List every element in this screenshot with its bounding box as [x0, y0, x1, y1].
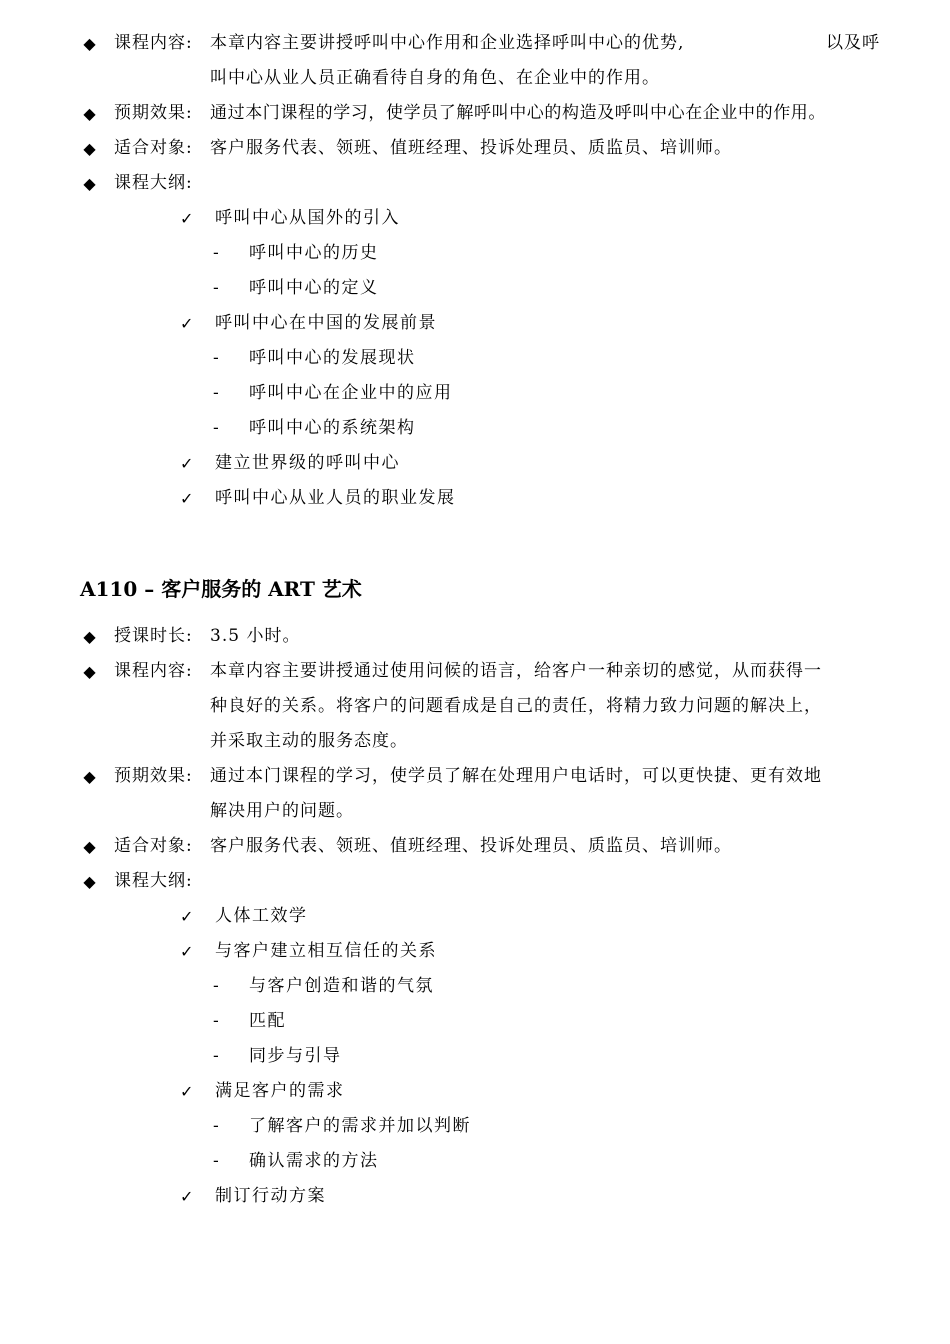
outline-item: ✓ 呼叫中心从国外的引入: [80, 201, 880, 236]
row-content: 客户服务代表、领班、值班经理、投诉处理员、质监员、培训师。: [210, 836, 732, 856]
outline-subitem: - 呼叫中心在企业中的应用: [80, 376, 880, 411]
info-row-duration: [80, 619, 880, 654]
row-content: [210, 654, 880, 759]
row-label: 预期效果:: [114, 103, 193, 123]
check-mark-icon: ✓: [180, 489, 195, 508]
info-row-audience: [80, 131, 880, 166]
outline-item: ✓ 与客户建立相互信任的关系: [80, 934, 880, 969]
info-row-outline: [80, 166, 880, 201]
dash-bullet-icon: -: [213, 243, 221, 263]
dash-bullet-icon: -: [213, 418, 221, 438]
dash-bullet-icon: -: [213, 1116, 221, 1136]
dash-bullet-icon: -: [213, 348, 221, 368]
section-2-info: [80, 619, 880, 1214]
dash-bullet-icon: -: [213, 1151, 221, 1171]
row-label: 授课时长:: [114, 626, 193, 646]
row-label: 适合对象:: [114, 138, 193, 158]
row-label: 课程大纲:: [114, 173, 193, 193]
info-row-effect: [80, 96, 880, 131]
outline-list: [80, 201, 880, 516]
info-row-outline: [80, 864, 880, 899]
content-line: 种良好的关系。将客户的问题看成是自己的责任，将精力致力问题的解决上，: [210, 696, 822, 716]
row-label: 预期效果:: [114, 766, 193, 786]
content-line: 并采取主动的服务态度。: [210, 731, 408, 751]
diamond-bullet-icon: ◆: [83, 872, 97, 891]
diamond-bullet-icon: ◆: [83, 139, 97, 158]
row-content: 3.5 小时。: [210, 626, 301, 646]
outline-item: ✓ 呼叫中心从业人员的职业发展: [80, 481, 880, 516]
diamond-bullet-icon: ◆: [83, 174, 97, 193]
outline-subitem: - 呼叫中心的发展现状: [80, 341, 880, 376]
content-line: 本章内容主要讲授呼叫中心作用和企业选择呼叫中心的优势, 以及呼: [210, 33, 880, 53]
row-content: [210, 759, 880, 829]
outline-subitem: - 呼叫中心的历史: [80, 236, 880, 271]
check-mark-icon: ✓: [180, 907, 195, 926]
info-row-effect: [80, 759, 880, 829]
row-label: 课程内容:: [114, 661, 193, 681]
info-row-content: [80, 26, 880, 96]
outline-subitem: - 呼叫中心的定义: [80, 271, 880, 306]
row-content: 客户服务代表、领班、值班经理、投诉处理员、质监员、培训师。: [210, 138, 732, 158]
dash-bullet-icon: -: [213, 1011, 221, 1031]
check-mark-icon: ✓: [180, 1187, 195, 1206]
row-label: 适合对象:: [114, 836, 193, 856]
outline-item: ✓ 建立世界级的呼叫中心: [80, 446, 880, 481]
outline-item: ✓ 满足客户的需求: [80, 1074, 880, 1109]
info-row-audience: [80, 829, 880, 864]
diamond-bullet-icon: ◆: [83, 34, 97, 53]
check-mark-icon: ✓: [180, 314, 195, 333]
dash-bullet-icon: -: [213, 976, 221, 996]
outline-subitem: - 同步与引导: [80, 1039, 880, 1074]
outline-subitem: - 匹配: [80, 1004, 880, 1039]
diamond-bullet-icon: ◆: [83, 767, 97, 786]
content-line: 本章内容主要讲授通过使用问候的语言，给客户一种亲切的感觉，从而获得一: [210, 661, 822, 681]
outline-item: ✓ 制订行动方案: [80, 1179, 880, 1214]
dash-bullet-icon: -: [213, 1046, 221, 1066]
row-label: 课程大纲:: [114, 871, 193, 891]
outline-subitem: - 与客户创造和谐的气氛: [80, 969, 880, 1004]
content-line: 叫中心从业人员正确看待自身的角色、在企业中的作用。: [210, 68, 660, 88]
section-1-info: [80, 26, 880, 516]
diamond-bullet-icon: ◆: [83, 837, 97, 856]
row-label: 课程内容:: [114, 33, 193, 53]
diamond-bullet-icon: ◆: [83, 627, 97, 646]
outline-item: ✓ 人体工效学: [80, 899, 880, 934]
outline-list: [80, 899, 880, 1214]
check-mark-icon: ✓: [180, 1082, 195, 1101]
info-row-content: [80, 654, 880, 759]
content-line: 解决用户的问题。: [210, 801, 354, 821]
dash-bullet-icon: -: [213, 383, 221, 403]
outline-subitem: - 确认需求的方法: [80, 1144, 880, 1179]
check-mark-icon: ✓: [180, 209, 195, 228]
dash-bullet-icon: -: [213, 278, 221, 298]
row-content: 通过本门课程的学习，使学员了解呼叫中心的构造及呼叫中心在企业中的作用。: [210, 103, 826, 123]
outline-subitem: - 了解客户的需求并加以判断: [80, 1109, 880, 1144]
check-mark-icon: ✓: [180, 942, 195, 961]
diamond-bullet-icon: ◆: [83, 104, 97, 123]
outline-subitem: - 呼叫中心的系统架构: [80, 411, 880, 446]
content-line: 通过本门课程的学习，使学员了解在处理用户电话时，可以更快捷、更有效地: [210, 766, 822, 786]
section-title: A110 – 客户服务的 ART 艺术: [80, 577, 362, 601]
row-content: [210, 26, 880, 96]
diamond-bullet-icon: ◆: [83, 662, 97, 681]
check-mark-icon: ✓: [180, 454, 195, 473]
outline-item: ✓ 呼叫中心在中国的发展前景: [80, 306, 880, 341]
